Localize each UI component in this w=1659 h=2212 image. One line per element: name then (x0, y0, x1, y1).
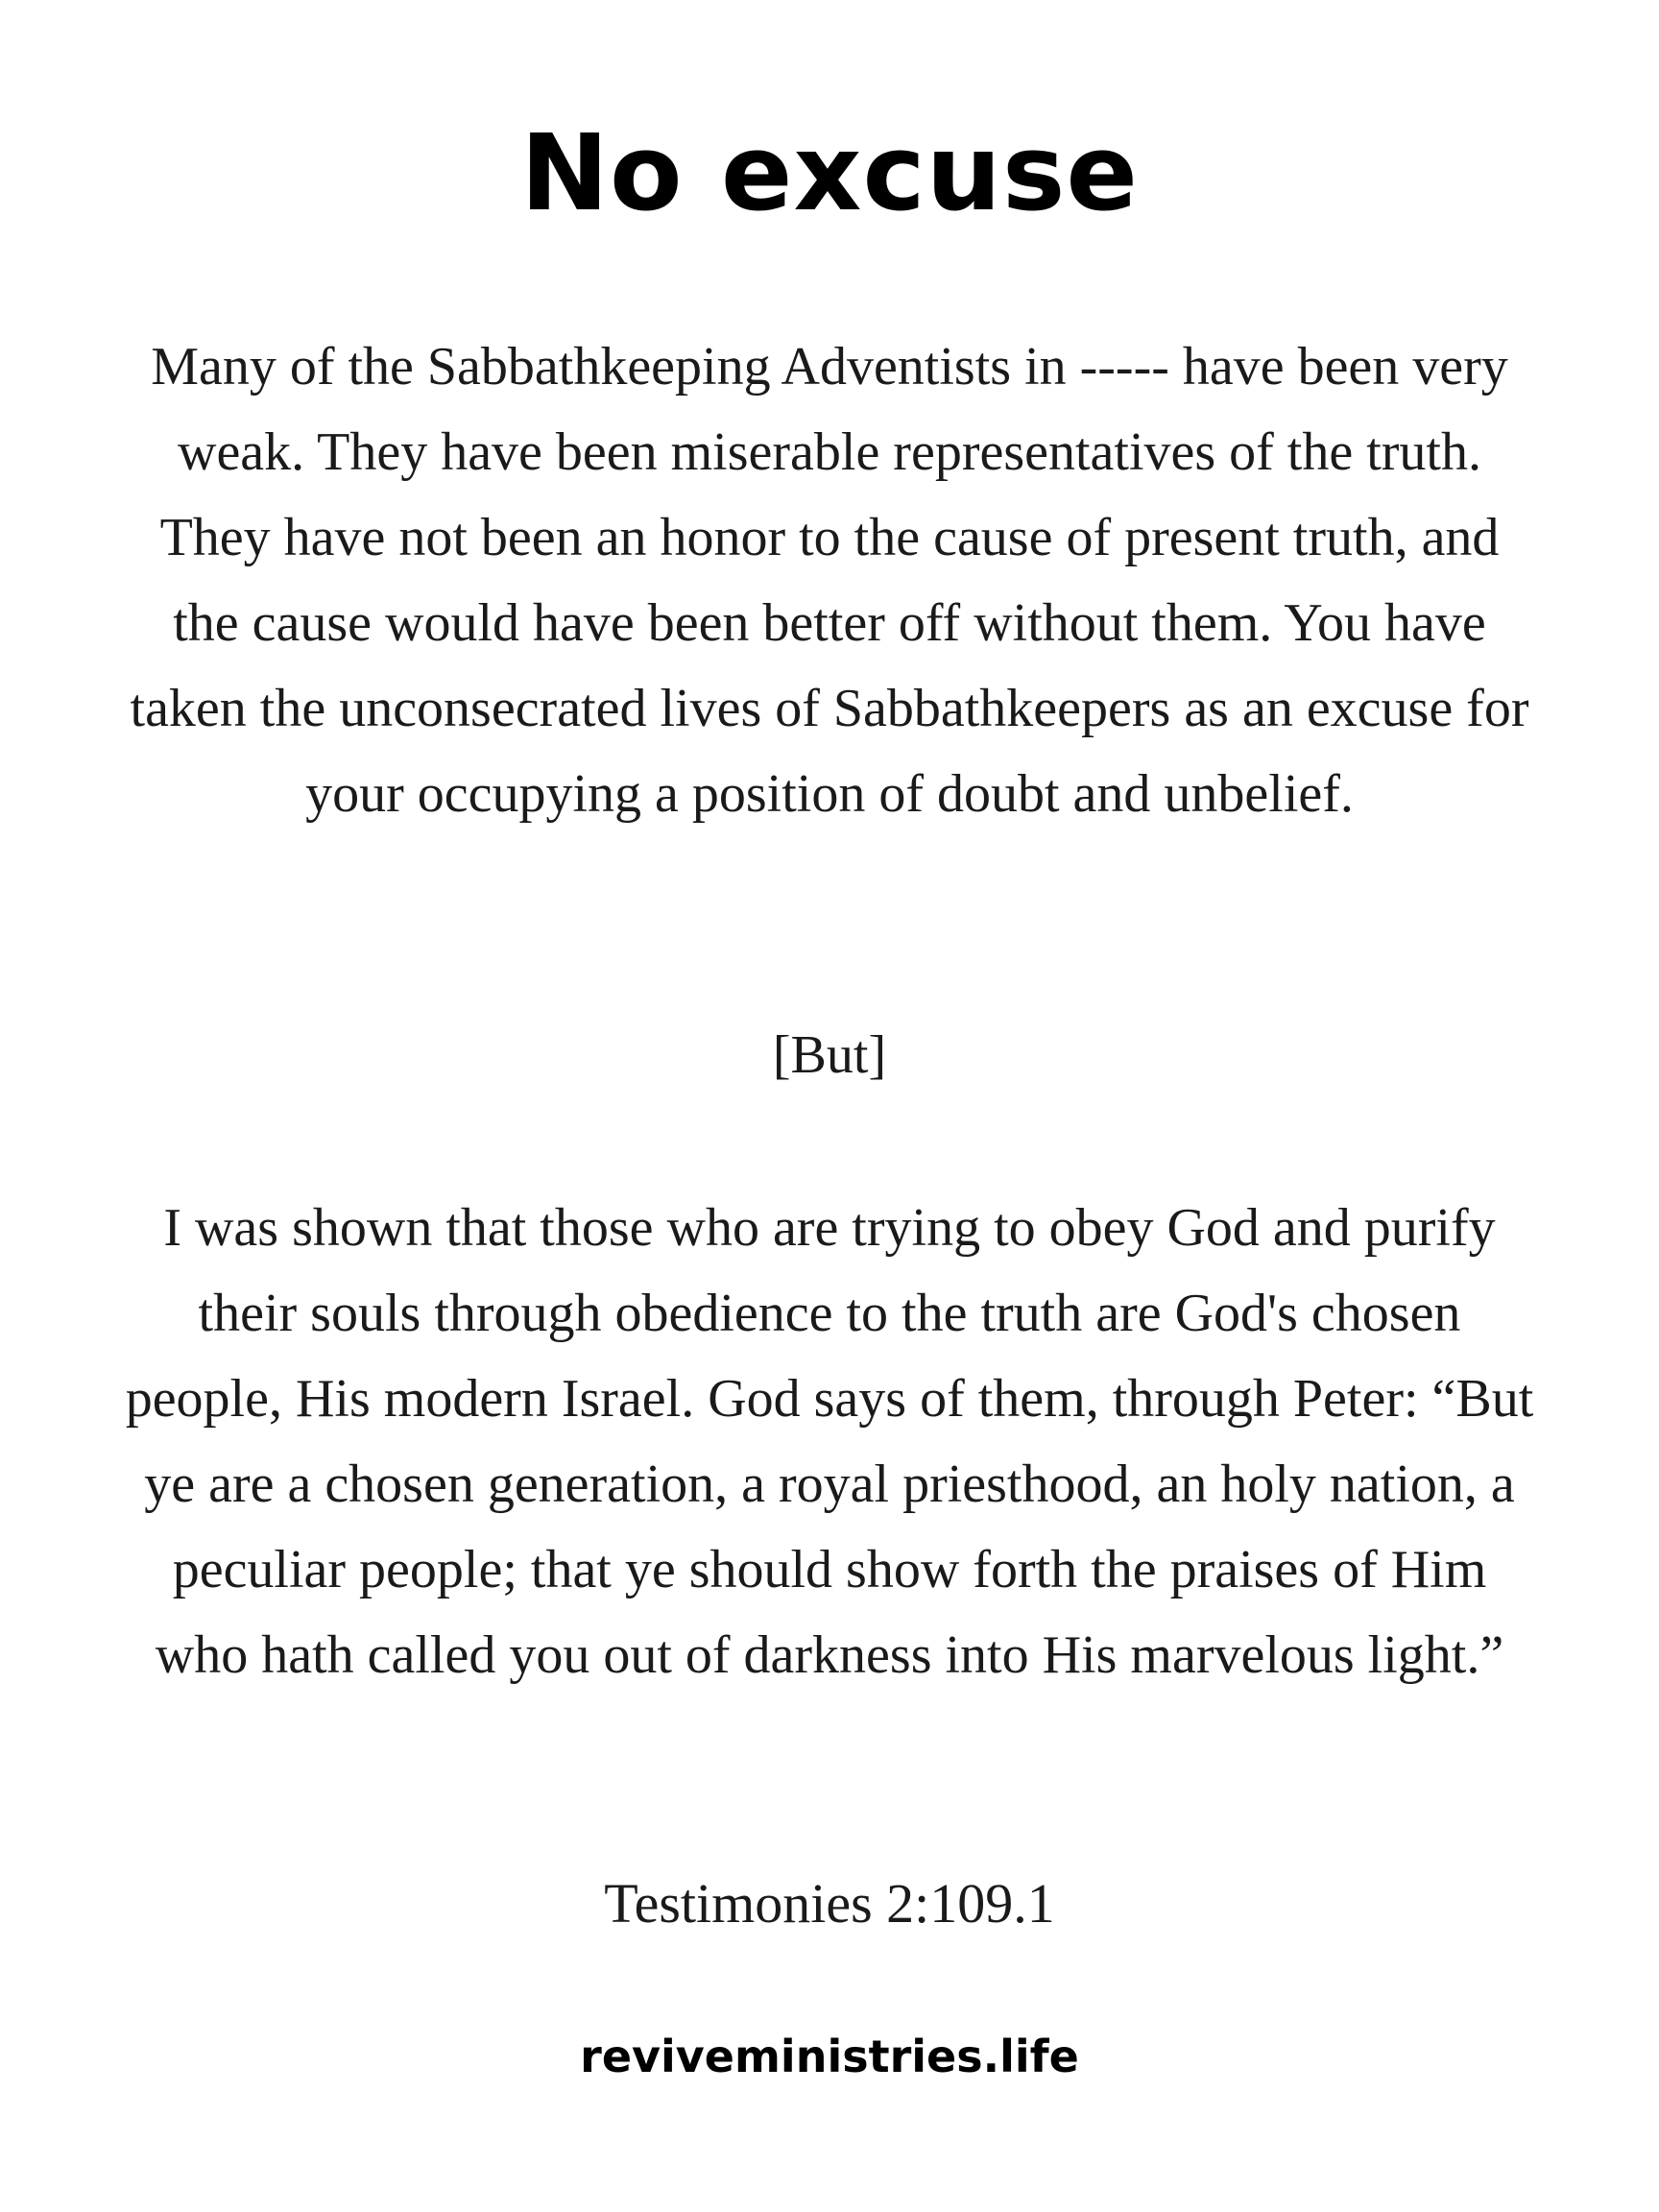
quote-transition: [But] (772, 1025, 887, 1085)
quote-citation: Testimonies 2:109.1 (604, 1872, 1055, 1935)
quote-paragraph-2: I was shown that those who are trying to obey God and purify their souls through obedience to the truth are God's chosen people, His modern Israel. God says of them, through Peter: “But ye are a chosen generation, a royal priesthood, an holy nation, a peculiar people; that ye should show forth the praises of Him who hath called you out of darkness into His marvelous light.” (125, 1198, 1534, 1685)
page-title: No excuse (519, 111, 1140, 234)
website-url: reviveministries.life (580, 2031, 1079, 2082)
quote-paragraph-1: Many of the Sabbathkeeping Adventists in ----- have been very weak. They have been miserable representatives of the truth. They have not been an honor to the cause of present truth, and the cause would have been better off without them. You have taken the unconsecrated lives of Sabbathkeepers as an excuse for your occupying a position of doubt and unbelief. (130, 337, 1529, 824)
